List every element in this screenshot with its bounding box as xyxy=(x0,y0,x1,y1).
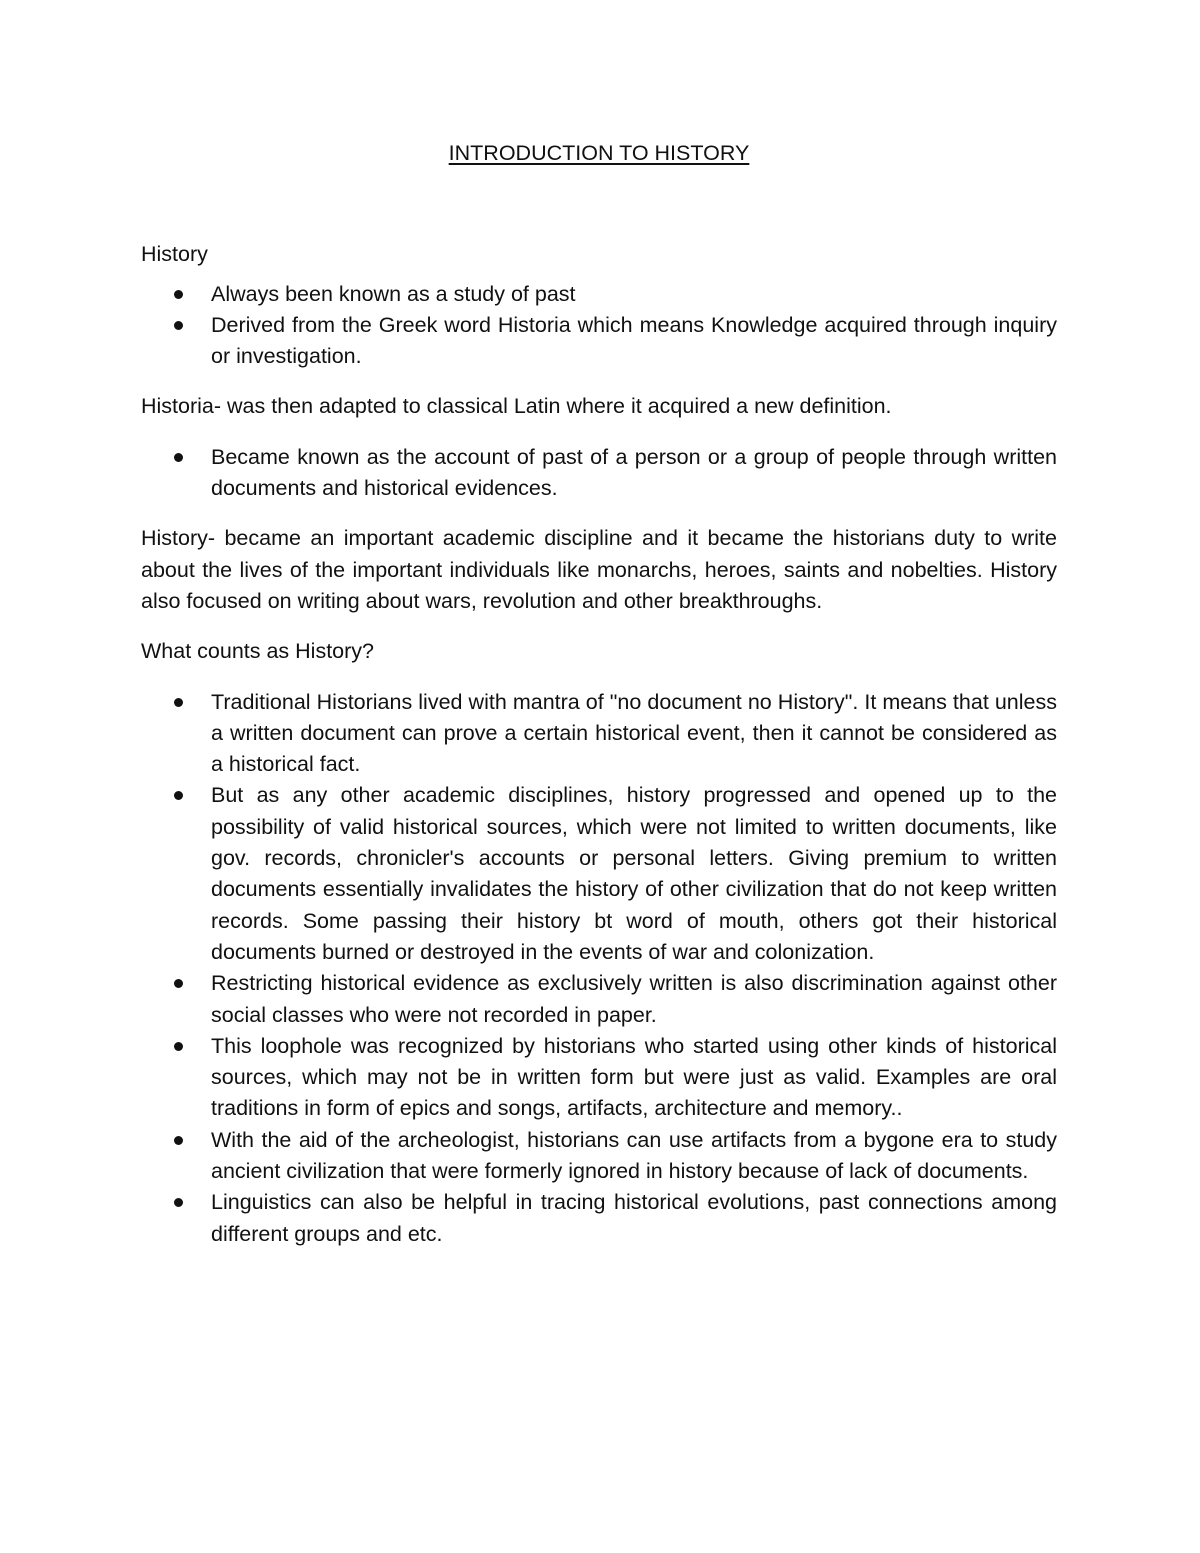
list-item-text: Became known as the account of past of a person or a group of people through written documents and historical evidences. xyxy=(211,444,1057,501)
list-item-text: But as any other academic disciplines, history progressed and opened up to the possibility of valid historical sources, which were not limited to written documents, like gov. records, chronicler's accounts or personal letters. Giving premium to written documents essentially invalidates the history of other civilization that do not keep written records. Some passing their history bt word of mouth, others got their historical documents burned or destroyed in the events of war and colonization. xyxy=(211,783,1057,964)
bullet-icon xyxy=(174,290,183,299)
bullet-icon xyxy=(174,698,183,707)
list-item-text: This loophole was recognized by historians who started using other kinds of historical sources, which may not be in written form but were just as valid. Examples are oral traditions in form of epics and songs, artifacts, architecture and memory.. xyxy=(211,1033,1057,1121)
list-item-text: Linguistics can also be helpful in tracing historical evolutions, past connections among different groups and etc. xyxy=(211,1190,1057,1246)
section-heading-history: History xyxy=(141,242,208,267)
document-page xyxy=(141,138,1057,1269)
bullet-icon xyxy=(174,1198,183,1207)
section-heading-what-counts: What counts as History? xyxy=(141,639,375,664)
bullet-icon xyxy=(174,1136,183,1145)
document-title: INTRODUCTION TO HISTORY xyxy=(448,141,750,165)
list-item xyxy=(141,442,1057,505)
list-item xyxy=(141,279,1057,310)
history-bullet-list xyxy=(141,279,1057,373)
list-item xyxy=(141,780,1057,968)
list-item xyxy=(141,687,1057,781)
bullet-icon xyxy=(174,979,183,988)
bullet-icon xyxy=(174,1042,183,1051)
list-item xyxy=(141,1187,1057,1250)
list-item xyxy=(141,968,1057,1031)
list-item xyxy=(141,310,1057,373)
bullet-icon xyxy=(174,321,183,330)
historia-paragraph: Historia- was then adapted to classical Latin where it acquired a new definition. xyxy=(141,394,892,419)
list-item-text: Always been known as a study of past xyxy=(211,281,576,306)
bullet-icon xyxy=(174,791,183,800)
list-item xyxy=(141,1125,1057,1188)
list-item-text: Derived from the Greek word Historia which means Knowledge acquired through inquiry or investigation. xyxy=(211,312,1057,369)
what-counts-bullet-list xyxy=(141,687,1057,1250)
history-paragraph: History- became an important academic discipline and it became the historians duty to write about the lives of the important individuals like monarchs, heroes, saints and nobelties. History also focused on writing about wars, revolution and other breakthroughs. xyxy=(141,526,1057,613)
list-item-text: Traditional Historians lived with mantra of "no document no History". It means that unless a written document can prove a certain historical event, then it cannot be considered as a historical fact. xyxy=(211,689,1057,777)
historia-bullet-list xyxy=(141,442,1057,505)
list-item-text: Restricting historical evidence as exclusively written is also discrimination against other social classes who were not recorded in paper. xyxy=(211,971,1057,1027)
bullet-icon xyxy=(174,453,183,462)
list-item xyxy=(141,1031,1057,1125)
list-item-text: With the aid of the archeologist, historians can use artifacts from a bygone era to study ancient civilization that were formerly ignored in history because of lack of documents. xyxy=(211,1127,1057,1184)
